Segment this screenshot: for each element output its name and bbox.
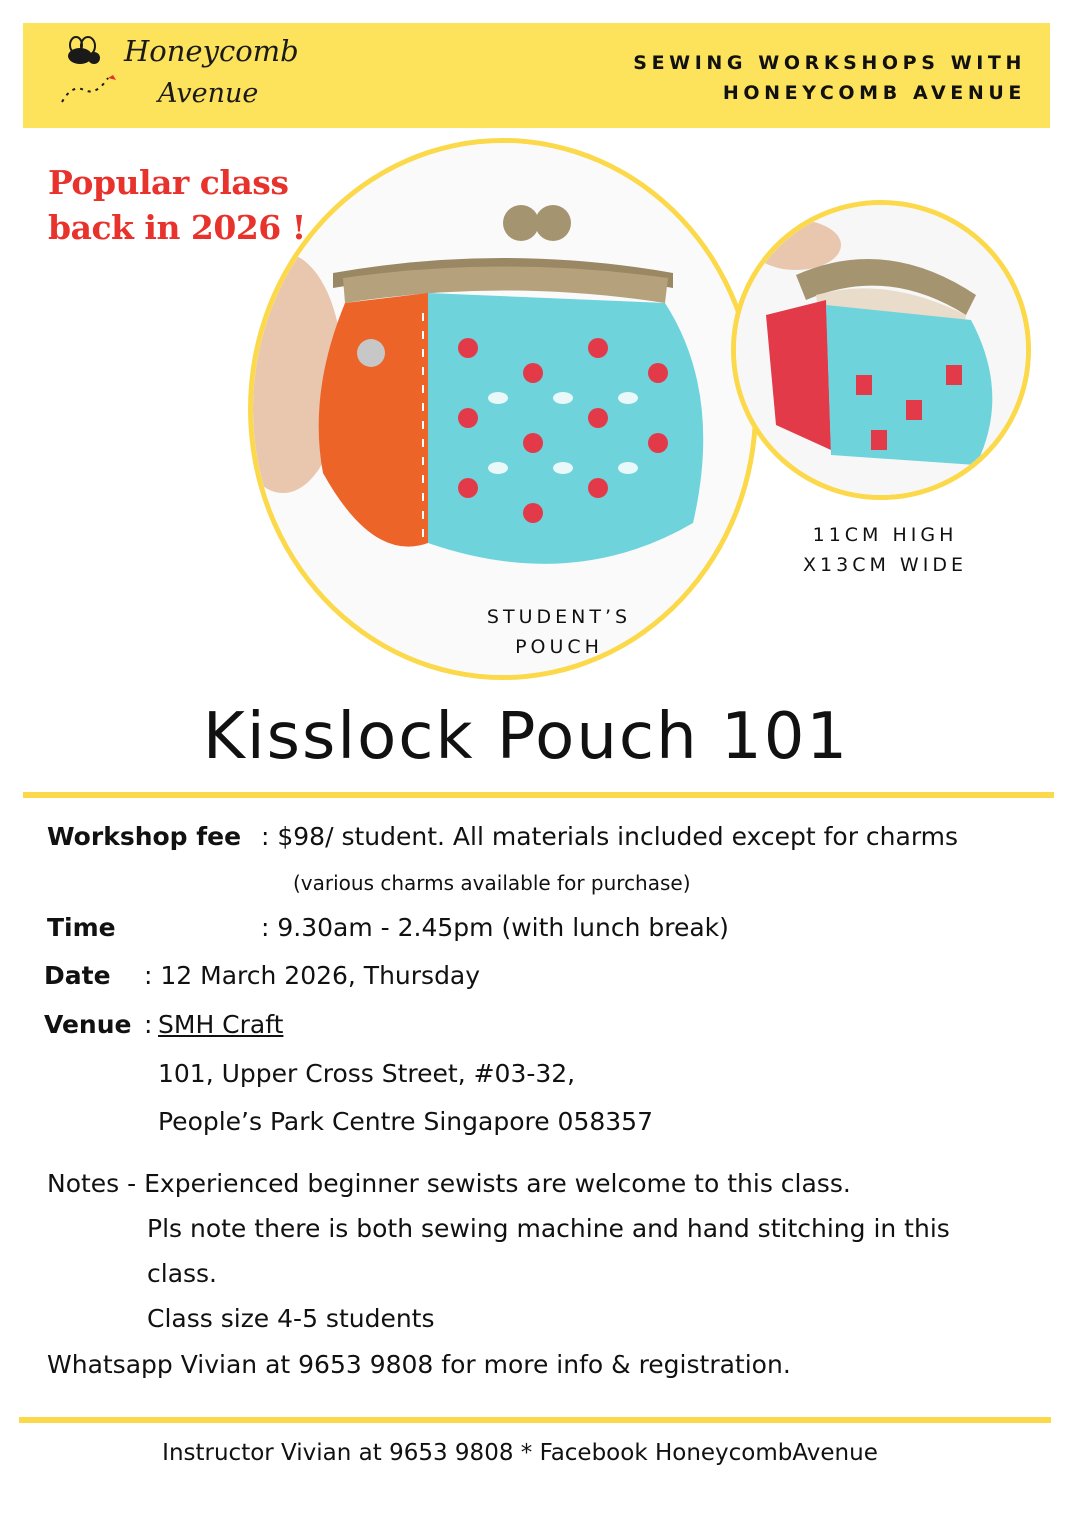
fee-note: (various charms available for purchase): [293, 871, 691, 895]
tagline-line-1: SEWING WORKSHOPS WITH: [633, 52, 1026, 74]
header-tagline: [633, 48, 1026, 108]
caption-size-line-2: X13CM WIDE: [803, 554, 967, 576]
venue-label: Venue: [44, 1010, 132, 1039]
divider-bottom: [19, 1417, 1051, 1423]
fee-label: Workshop fee: [47, 822, 242, 851]
time-value: : 9.30am - 2.45pm (with lunch break): [261, 913, 729, 942]
size-caption: [780, 520, 990, 580]
student-pouch-photo: [248, 138, 758, 680]
fee-value: : $98/ student. All materials included except for charms: [261, 822, 959, 851]
tagline-line-2: HONEYCOMB AVENUE: [722, 82, 1026, 104]
venue-address-line-1: 101, Upper Cross Street, #03-32,: [158, 1059, 576, 1088]
notes-line-3: class.: [147, 1259, 218, 1288]
caption-student-line-2: POUCH: [515, 636, 603, 658]
bee-icon: [58, 34, 128, 118]
caption-size-line-1: 11CM HIGH: [812, 524, 958, 546]
venue-link[interactable]: SMH Craft: [158, 1010, 284, 1039]
date-label: Date: [44, 961, 111, 990]
date-value: : 12 March 2026, Thursday: [144, 961, 481, 990]
contact-line: Whatsapp Vivian at 9653 9808 for more info & registration.: [47, 1350, 791, 1379]
notes-line-2: Pls note there is both sewing machine and hand stitching in this: [147, 1214, 950, 1243]
popular-class-badge: [48, 160, 306, 250]
page-title: Kisslock Pouch 101: [202, 700, 850, 774]
time-label: Time: [47, 913, 116, 942]
badge-line-1: Popular class: [48, 163, 289, 202]
brand-logo: [58, 34, 298, 118]
divider-top: [23, 792, 1054, 798]
notes-class-size: Class size 4-5 students: [147, 1304, 435, 1333]
badge-line-2: back in 2026 !: [48, 208, 306, 247]
logo-text-honeycomb: Honeycomb: [124, 34, 299, 68]
venue-separator: :: [144, 1010, 153, 1039]
caption-student-line-1: STUDENT’S: [486, 606, 632, 628]
notes-line-1: Notes - Experienced beginner sewists are welcome to this class.: [47, 1169, 851, 1198]
footer-contact: Instructor Vivian at 9653 9808 * Facebook HoneycombAvenue: [162, 1440, 878, 1466]
student-pouch-caption: [464, 602, 654, 662]
venue-address-line-2: People’s Park Centre Singapore 058357: [158, 1107, 653, 1136]
pouch-open-photo: [731, 200, 1031, 500]
logo-text-avenue: Avenue: [158, 78, 259, 109]
